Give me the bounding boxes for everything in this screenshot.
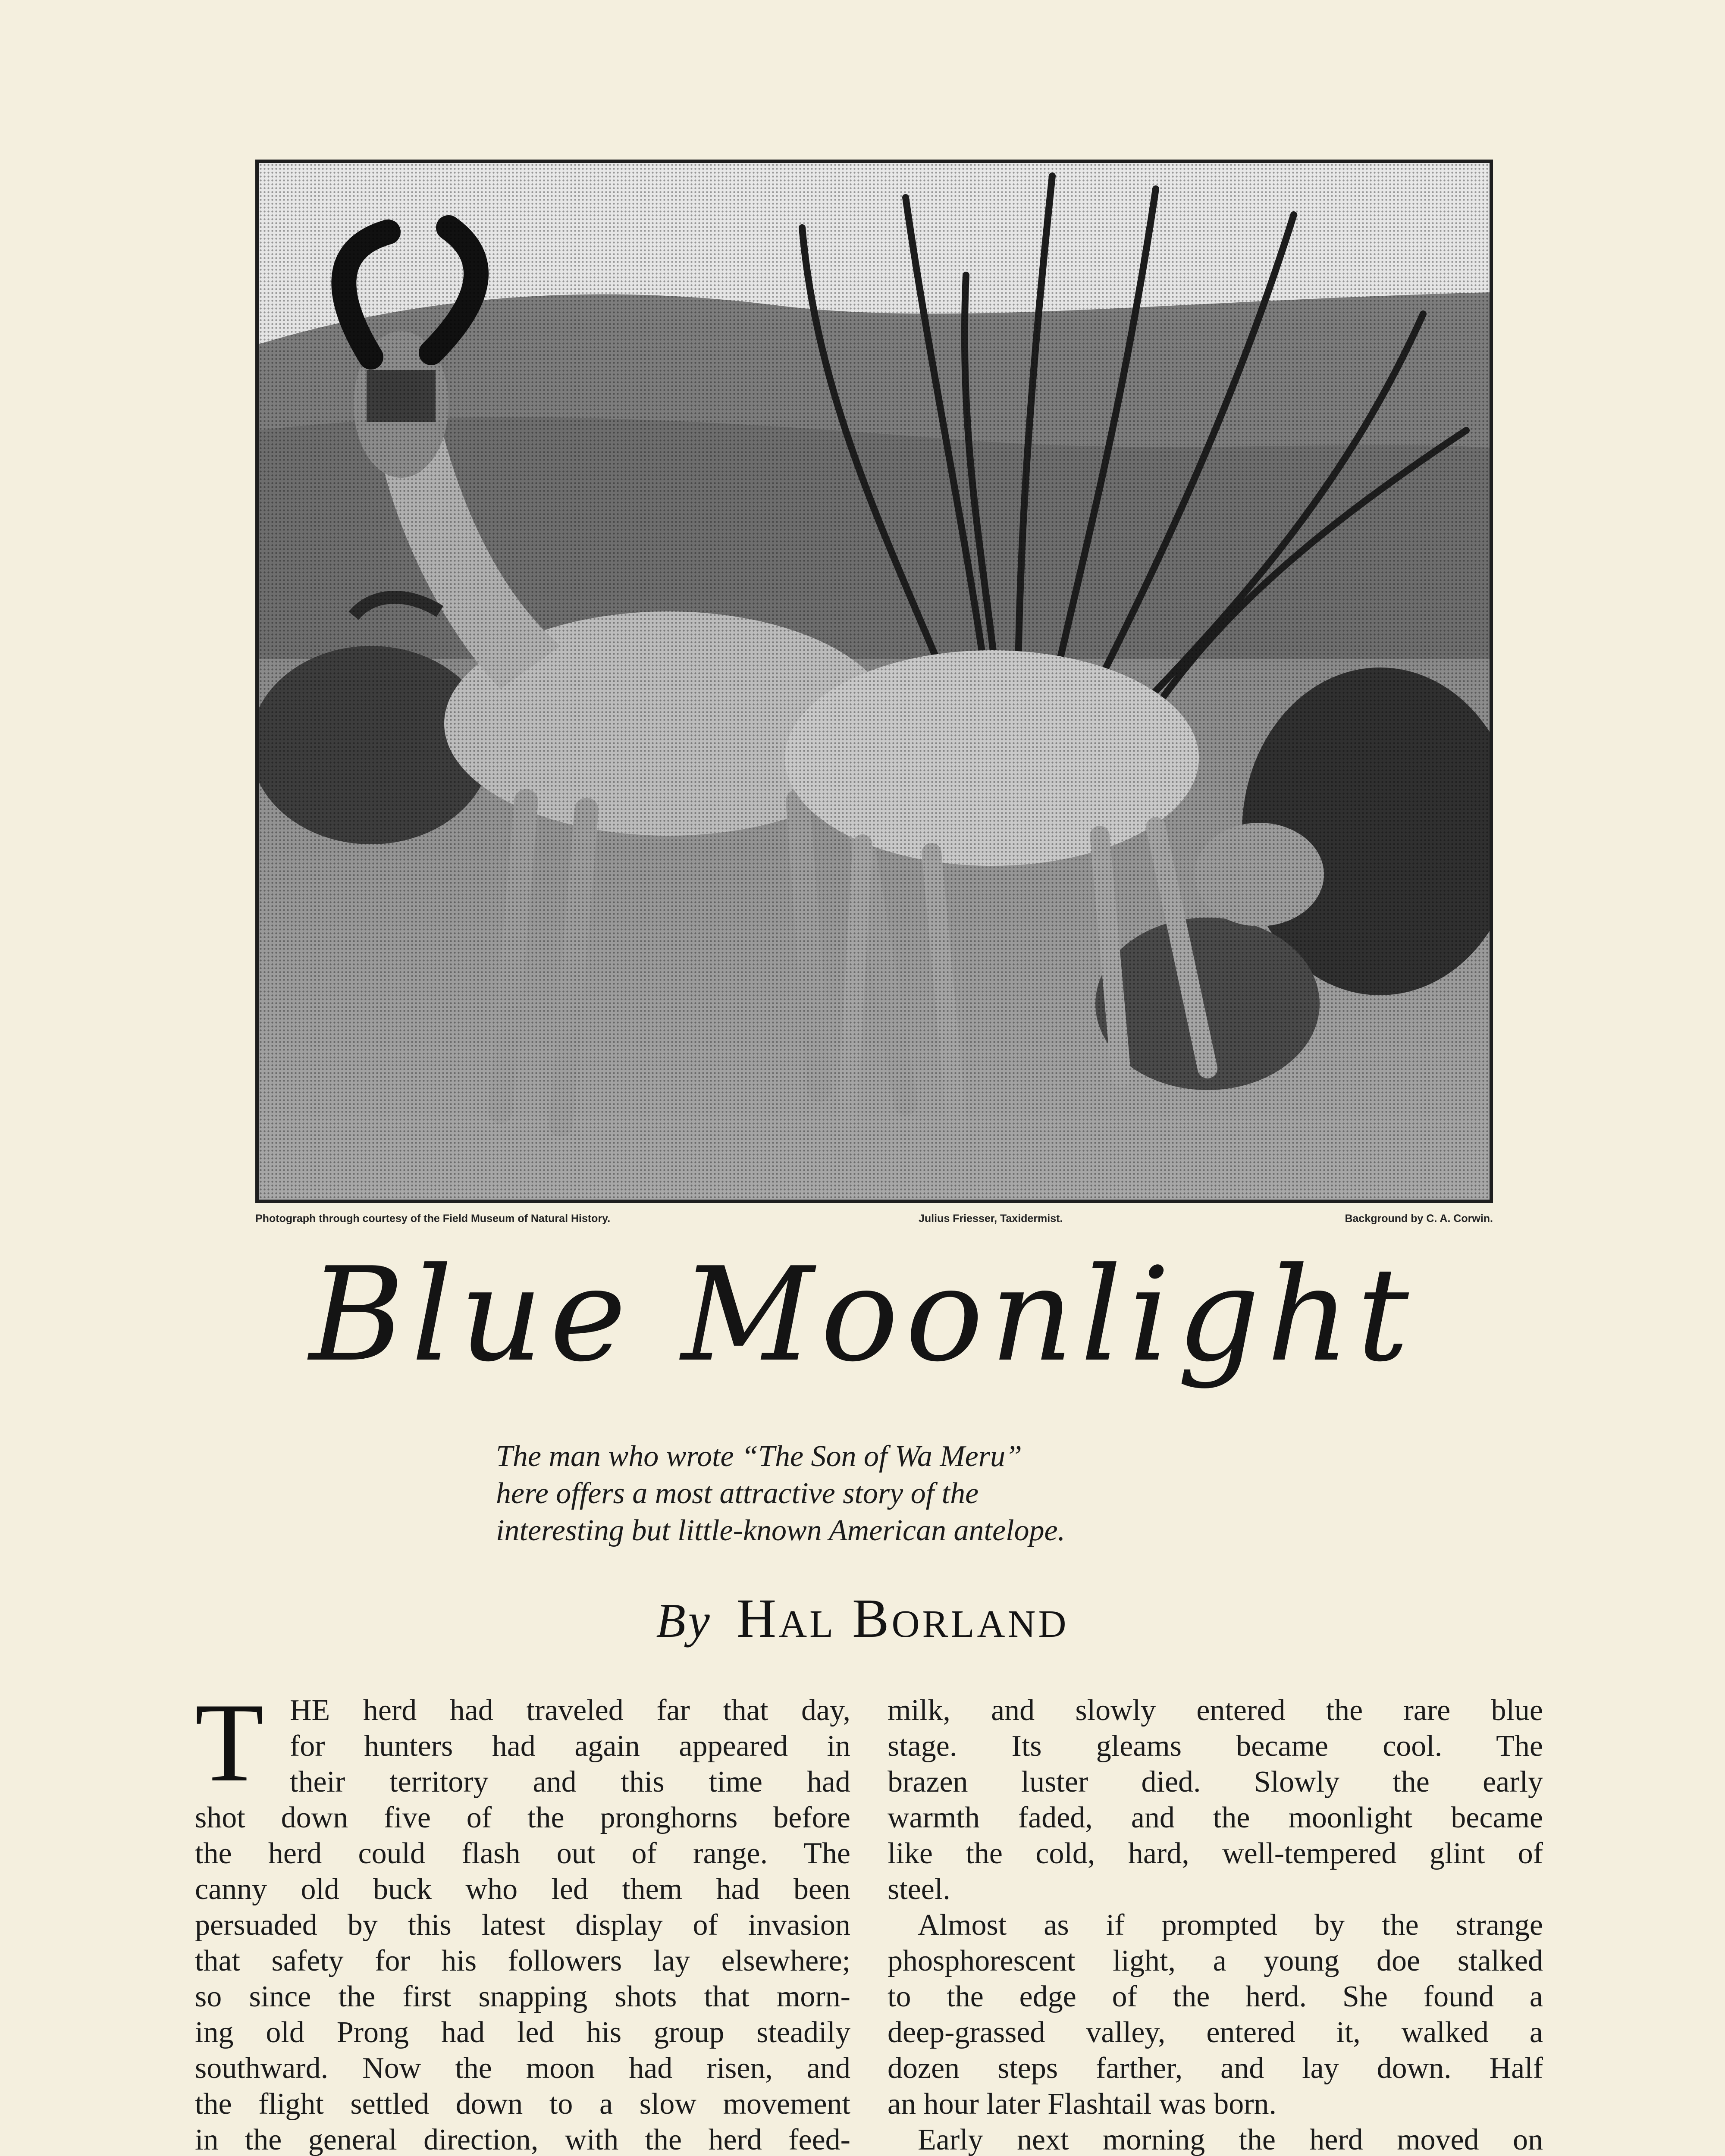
byline-prefix: By — [656, 1594, 712, 1648]
text-line: like the cold, hard, well-tempered glint of — [888, 1837, 1543, 1870]
byline — [0, 1587, 1725, 1650]
text-line: so since the first snapping shots that morn- — [195, 1980, 850, 2013]
text-line: stage. Its gleams became cool. The — [888, 1730, 1543, 1763]
text-line: brazen luster died. Slowly the early — [888, 1765, 1543, 1799]
text-line: in the general direction, with the herd feed- — [195, 2123, 850, 2156]
text-line: to the edge of the herd. She found a — [888, 1980, 1543, 2013]
photo-credits — [255, 1213, 1493, 1230]
text-line: southward. Now the moon had risen, and — [195, 2052, 850, 2085]
text-line: shot down five of the pronghorns before — [195, 1801, 850, 1834]
text-line: steel. — [888, 1873, 950, 1906]
text-line: the flight settled down to a slow movement — [195, 2087, 850, 2121]
subtitle-line: The man who wrote “The Son of Wa Meru” — [496, 1440, 1022, 1473]
text-line: that safety for his followers lay elsewhere; — [195, 1944, 850, 1977]
text-line: canny old buck who led them had been — [195, 1873, 850, 1906]
photo-credit: Photograph through courtesy of the Field Museum of Natural History. — [255, 1213, 611, 1225]
text-line: deep-grassed valley, entered it, walked a — [888, 2016, 1543, 2049]
background-credit: Background by C. A. Corwin. — [1345, 1213, 1493, 1225]
article-subtitle — [496, 1438, 1238, 1549]
text-line: Almost as if prompted by the strange — [918, 1908, 1543, 1942]
antelope-photo — [255, 160, 1493, 1203]
subtitle-line: here offers a most attractive story of the — [496, 1477, 979, 1510]
text-line: phosphorescent light, a young doe stalked — [888, 1944, 1543, 1977]
article-title: Blue Moonlight — [309, 1240, 1416, 1390]
left-column — [195, 1680, 850, 2156]
text-line: dozen steps farther, and lay down. Half — [888, 2052, 1543, 2085]
text-line: ing old Prong had led his group steadily — [195, 2016, 850, 2049]
drop-cap: T — [195, 1680, 264, 1805]
text-line: warmth faded, and the moonlight became — [888, 1801, 1543, 1834]
text-line: an hour later Flashtail was born. — [888, 2087, 1277, 2121]
text-line: milk, and slowly entered the rare blue — [888, 1694, 1543, 1727]
text-line: the herd could flash out of range. The — [195, 1837, 850, 1870]
right-column — [888, 1692, 1543, 2156]
taxidermist-credit: Julius Friesser, Taxidermist. — [919, 1213, 1063, 1225]
text-line: persuaded by this latest display of invasion — [195, 1908, 850, 1942]
text-line: HE herd had traveled far that day, — [290, 1694, 850, 1727]
text-line: their territory and this time had — [290, 1765, 850, 1799]
text-line: for hunters had again appeared in — [290, 1730, 850, 1763]
subtitle-line: interesting but little-known American antelope. — [496, 1514, 1066, 1547]
text-line: Early next morning the herd moved on — [918, 2123, 1543, 2156]
author-name: Hal Borland — [736, 1588, 1069, 1649]
